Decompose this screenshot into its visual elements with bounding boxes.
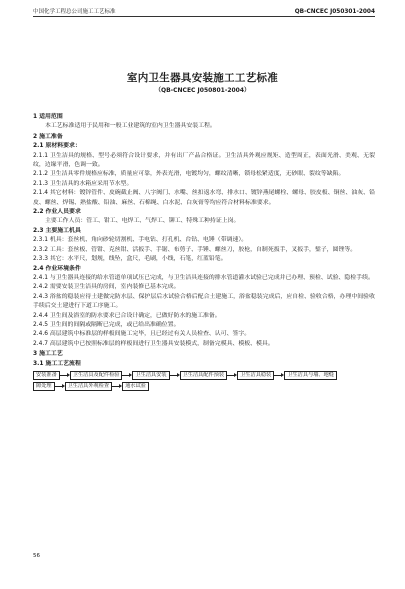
section-heading: 2.1 原材料要求： bbox=[33, 143, 81, 150]
flow-arrow-icon bbox=[112, 383, 122, 390]
flow-step: 卫生洁具及配件检验 bbox=[70, 371, 123, 380]
section-heading: 2.4 作业环境条件 bbox=[33, 265, 81, 272]
paragraph: 2.4.3 浴盆的稳装应待土建做完防水层、保护层后水试验合格后配合土建施工，浴盆稳装完成后，应自检、验收合格，办理中间验收手续后交土建进行下道工序施工。 bbox=[33, 293, 375, 310]
section-heading: 2.3 主要施工机具 bbox=[33, 227, 81, 234]
section-heading: 3 施工工艺 bbox=[33, 351, 63, 358]
running-header bbox=[33, 6, 375, 17]
paragraph: 2.4.4 卫生间及浴室的防水要求已合设计确定，已做好防水的施工准备。 bbox=[33, 312, 221, 319]
flow-step: 通水试验 bbox=[122, 382, 149, 391]
flow-arrow-icon bbox=[274, 372, 284, 379]
flow-arrow-icon bbox=[227, 372, 237, 379]
section-heading: 2 施工准备 bbox=[33, 133, 63, 140]
paragraph: 2.1.1 卫生洁具的规格、型号必须符合设计要求，并有出厂产品合格证。卫生洁具外观应规矩、造型周正，表面光滑、美观、无裂纹，边缘平滑，色调一致。 bbox=[33, 152, 375, 169]
paragraph: 本工艺标准适用于民用和一般工业建筑的室内卫生器具安装工程。 bbox=[45, 123, 216, 130]
flow-step: 卫生洁具安装 bbox=[132, 371, 169, 380]
flow-step: 卫生洁具外观检查 bbox=[65, 382, 113, 391]
paragraph: 2.1.3 卫生洁具的水箱应采用节水型。 bbox=[33, 180, 133, 187]
flow-step: 卫生洁具配件预装 bbox=[180, 371, 228, 380]
paragraph: 2.3.2 工具：套丝板、管钳、克丝钳、活扳手、手锯、布剪子、手锤、螺丝刀，胶枪，自制死扳手，叉扳手，錾子，圆锉等。 bbox=[33, 246, 357, 253]
document-title: 室内卫生器具安装施工工艺标准 bbox=[126, 72, 279, 84]
flow-step: 卫生洁具稳装 bbox=[237, 371, 274, 380]
header-left: 中国化学工程总公司施工工艺标准 bbox=[33, 9, 116, 15]
flow-arrow-icon bbox=[122, 372, 132, 379]
section-heading: 3.1 施工工艺流程 bbox=[33, 360, 81, 367]
flow-step: 卫生洁具与墙、地缝 bbox=[284, 371, 337, 380]
header-right-code: QB-CNCEC J050301-2004 bbox=[294, 9, 375, 15]
section-heading: 2.2 作业人员要求 bbox=[33, 209, 81, 216]
paragraph: 2.3.1 机具：套丝机、角向砂轮切割机、手电钻、打孔机、台钻、电锤（带调速）。 bbox=[33, 237, 248, 244]
document-code: （QB-CNCEC J050801-2004） bbox=[154, 87, 251, 94]
paragraph: 2.1.2 卫生洁具零件规格应标准，质量应可靠，外表光滑，电镀均匀，螺纹清晰，锁母松紧适度，无砂眼、裂纹等缺陷。 bbox=[33, 171, 345, 178]
flow-step: 安装准备 bbox=[33, 371, 60, 380]
flow-arrow-icon bbox=[170, 372, 180, 379]
paragraph: 2.1.4 其它材料：镀锌管件、皮碗截止阀、八字阀门、水嘴、丝扣返水弯、排水口、镀锌燕尾螺栓、螺母、胶皮板、铜丝、油灰、铅皮、螺丝、焊锡、熟盐酸、铅油、麻丝、石棉绳、白水泥、白灰膏等均应符合材料标准要求。 bbox=[33, 190, 375, 206]
paragraph: 2.3.3 其它：水平尺，划规，线坠，盒尺，毛刷，小线，石笔，红蓝铅笔。 bbox=[33, 256, 227, 263]
paragraphs bbox=[33, 113, 375, 369]
document-body bbox=[33, 112, 375, 391]
paragraph: 2.4.7 高层建筑中已按照标准层的样板间进行卫生器具安装模式，制备完模具、模板、模具。 bbox=[33, 340, 274, 347]
section-heading: 1 适用范围 bbox=[33, 114, 63, 120]
paragraph: 2.4.6 高层建筑中标准层的样板间施工完毕，且已经过有关人员检查、认可、签字。 bbox=[33, 331, 251, 338]
paragraph: 主要工作人员：管工、钳工、电焊工、气焊工、铆工、特殊工种持证上岗。 bbox=[45, 218, 240, 225]
page-number: 56 bbox=[33, 553, 40, 559]
paragraph: 2.4.2 需要安装卫生洁具的房间，室内装修已基本完成。 bbox=[33, 284, 180, 291]
flow-arrow-icon bbox=[60, 372, 70, 379]
flow-step: 隙处理 bbox=[33, 382, 55, 391]
paragraph: 2.4.5 卫生间的间隔或隔断已完成，或已给出准确位置。 bbox=[33, 321, 180, 328]
process-flow-row-1 bbox=[33, 371, 375, 380]
paragraph: 2.4.1 与卫生器具连接的给水管道单项试压已完成，与卫生洁具连接的排水管道灌水试验已完成并已办理、预检、试验、隐检手续。 bbox=[33, 274, 374, 281]
process-flow-row-2 bbox=[33, 382, 375, 391]
flow-arrow-icon bbox=[55, 383, 65, 390]
